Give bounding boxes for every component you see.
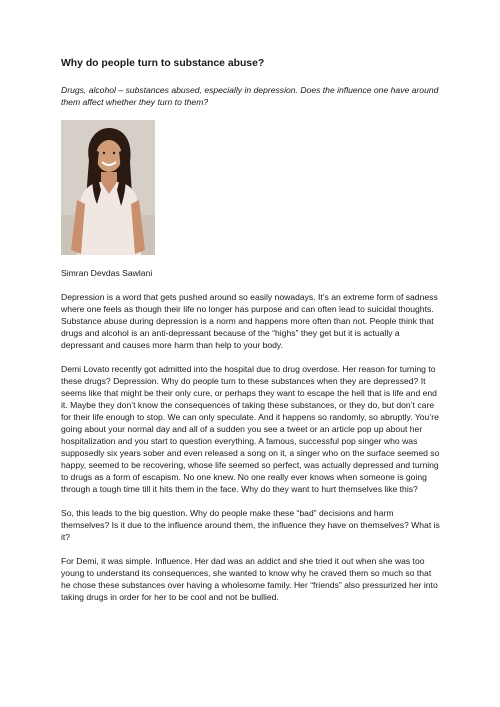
author-photo [61,120,155,255]
article-paragraph: For Demi, it was simple. Influence. Her dad was an addict and she tried it out when she was too young to understand its consequences, she wanted to know why he craved them so much so that he chose these substances over having a wholesome family. Her “friends” also pressurized her into taking drugs in order for her to be cool and not be bullied. [61,556,438,602]
article-paragraph: So, this leads to the big question. Why do people make these “bad” decisions and harm themselves? Is it due to the influence around them, the influence they have on themselves? What is it? [61,508,440,542]
portrait-illustration [61,120,155,255]
article [61,57,441,615]
article-paragraph: Depression is a word that gets pushed around so easily nowadays. It’s an extreme form of sadness where one feels as though their life no longer has purpose and can often lead to suicidal thoughts. Substance abuse during depression is a norm and happens more often than not. People think that drugs and alcohol is an anti-depressant because of the “highs” they get but it is actually a depressant and causes more harm than help to your body. [61,292,438,350]
article-title: Why do people turn to substance abuse? [61,58,265,69]
article-subtitle: Drugs, alcohol – substances abused, especially in depression. Does the influence one have around them affect whether they turn to them? [61,85,439,107]
article-paragraph: Demi Lovato recently got admitted into the hospital due to drug overdose. Her reason for turning to these drugs? Depression. Why do people turn to these substances when they are depressed? It seems like that might be their only cure, or perhaps they want to escape the hell that is life and end it. Maybe they don’t know the consequences of taking these substances, or they do, but don’t care for their life enough to stop. We can only speculate. And it happens so randomly, so abruptly. You’re going about your normal day and all of a sudden you see a tweet or an article pop up about her hospitalization and you start to question everything. A famous, successful pop singer who was supposedly six years sober and even released a song on it, a singer who on the surface seemed so happy, seemed to be recovering, whose life seemed so perfect, was actually depressed and turning to drugs as a form of escapism. No one knew. No one really ever knows when someone is going through a tough time till it hits them in the face. Why do they want to hurt themselves like this? [61,364,440,494]
author-name: Simran Devdas Sawlani [61,268,153,278]
